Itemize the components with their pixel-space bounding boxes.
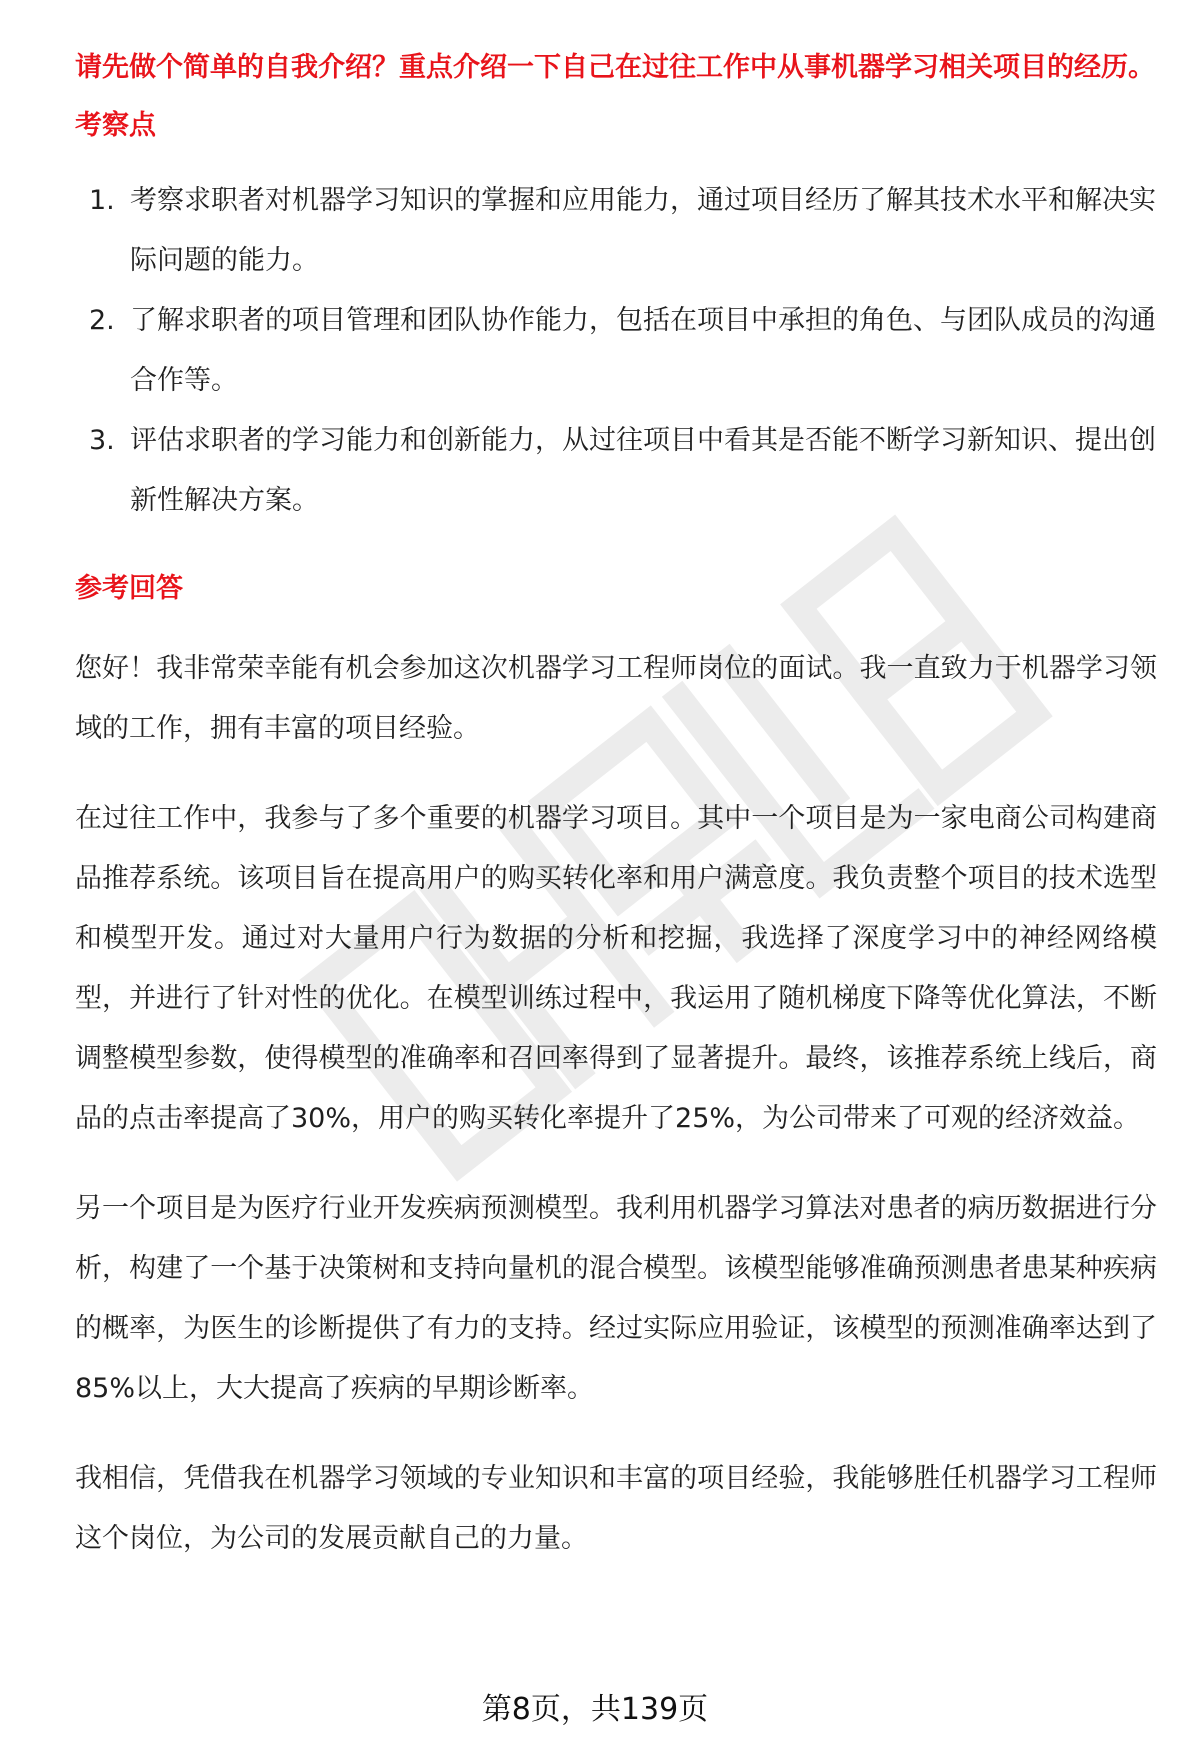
answer-paragraph: 另一个项目是为医疗行业开发疾病预测模型。我利用机器学习算法对患者的病历数据进行分析，构建了一个基于决策树和支持向量机的混合模型。该模型能够准确预测患者患某种疾病的概率，为医生的诊断提供了有力的支持。经过实际应用验证，该模型的预测准确率达到了85%以上，大大提高了疾病的早期诊断率。 (75, 1193, 1157, 1404)
answer-paragraph: 在过往工作中，我参与了多个重要的机器学习项目。其中一个项目是为一家电商公司构建商品推荐系统。该项目旨在提高用户的购买转化率和用户满意度。我负责整个项目的技术选型和模型开发。通过对大量用户行为数据的分析和挖掘，我选择了深度学习中的神经网络模型，并进行了针对性的优化。在模型训练过程中，我运用了随机梯度下降等优化算法，不断调整模型参数，使得模型的准确率和召回率得到了显著提升。最终，该推荐系统上线后，商品的点击率提高了30%，用户的购买转化率提升了25%，为公司带来了可观的经济效益。 (75, 803, 1157, 1134)
list-item (75, 171, 1157, 291)
list-item-number: 2. (89, 305, 115, 336)
question-title: 请先做个简单的自我介绍？重点介绍一下自己在过往工作中从事机器学习相关项目的经历。 (75, 52, 1155, 83)
answer-paragraph: 您好！我非常荣幸能有机会参加这次机器学习工程师岗位的面试。我一直致力于机器学习领域的工作，拥有丰富的项目经验。 (75, 653, 1157, 744)
list-item-text: 评估求职者的学习能力和创新能力，从过往项目中看其是否能不断学习新知识、提出创新性解决方案。 (130, 425, 1156, 516)
list-item (75, 411, 1157, 531)
page-number-footer: 第8页，共139页 (481, 1692, 709, 1727)
list-item-text: 了解求职者的项目管理和团队协作能力，包括在项目中承担的角色、与团队成员的沟通合作等。 (130, 305, 1156, 396)
list-item (75, 291, 1157, 411)
list-item-number: 3. (89, 425, 115, 456)
answer-paragraph: 我相信，凭借我在机器学习领域的专业知识和丰富的项目经验，我能够胜任机器学习工程师这个岗位，为公司的发展贡献自己的力量。 (75, 1463, 1157, 1554)
answer-heading: 参考回答 (75, 573, 183, 604)
points-heading: 考察点 (75, 110, 156, 141)
list-item-number: 1. (89, 185, 115, 216)
points-list (75, 171, 1157, 531)
list-item-text: 考察求职者对机器学习知识的掌握和应用能力，通过项目经历了解其技术水平和解决实际问题的能力。 (130, 185, 1156, 276)
document-content (75, 48, 1157, 1569)
